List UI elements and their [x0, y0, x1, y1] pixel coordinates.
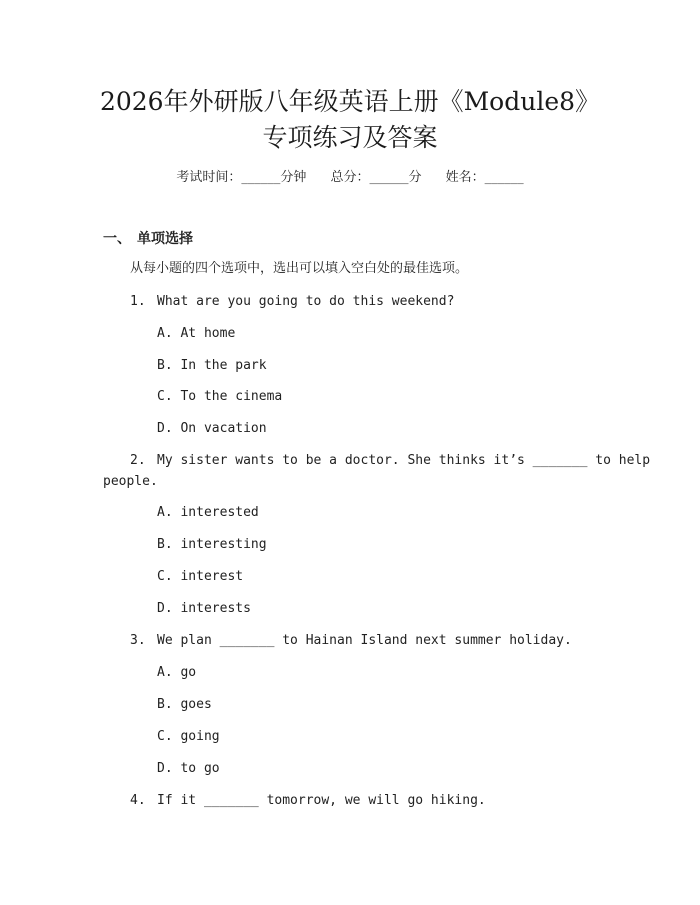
exam-time: 考试时间：______分钟 — [176, 170, 307, 185]
question-text: If it _______ tomorrow, we will go hiking. — [157, 793, 486, 808]
question-4 — [130, 791, 486, 811]
question-number: 2. — [130, 453, 146, 468]
option-3d: D. to go — [157, 761, 220, 776]
section-instruction: 从每小题的四个选项中，选出可以填入空白处的最佳选项。 — [130, 261, 469, 276]
option-1b: B. In the park — [157, 358, 267, 373]
question-2 — [130, 451, 650, 471]
option-2b: B. interesting — [157, 537, 267, 552]
question-2-continuation: people. — [103, 474, 158, 489]
exam-score: 总分：______分 — [330, 170, 422, 185]
option-3a: A. go — [157, 665, 197, 680]
option-1d: D. On vacation — [157, 421, 267, 436]
question-text: What are you going to do this weekend? — [157, 294, 455, 309]
exam-name: 姓名：______ — [445, 170, 524, 185]
question-text: We plan _______ to Hainan Island next summer holiday. — [157, 633, 572, 648]
section-heading — [103, 229, 193, 249]
question-number: 3. — [130, 633, 146, 648]
option-2a: A. interested — [157, 505, 259, 520]
section-title: 单项选择 — [137, 231, 193, 247]
section-number: 一、 — [103, 231, 131, 247]
option-1c: C. To the cinema — [157, 389, 283, 404]
question-number: 1. — [130, 294, 146, 309]
option-1a: A. At home — [157, 326, 236, 341]
question-text: My sister wants to be a doctor. She thinks it’s _______ to help — [157, 453, 651, 468]
question-number: 4. — [130, 793, 146, 808]
question-1 — [130, 292, 454, 312]
exam-info — [40, 168, 660, 188]
option-2d: D. interests — [157, 601, 251, 616]
page-title-line-1: 2026年外研版八年级英语上册《Module8》 — [99, 87, 601, 116]
option-3b: B. goes — [157, 697, 212, 712]
option-2c: C. interest — [157, 569, 244, 584]
question-3 — [130, 631, 572, 651]
option-3c: C. going — [157, 729, 220, 744]
page-title-line-2: 专项练习及答案 — [262, 123, 438, 152]
